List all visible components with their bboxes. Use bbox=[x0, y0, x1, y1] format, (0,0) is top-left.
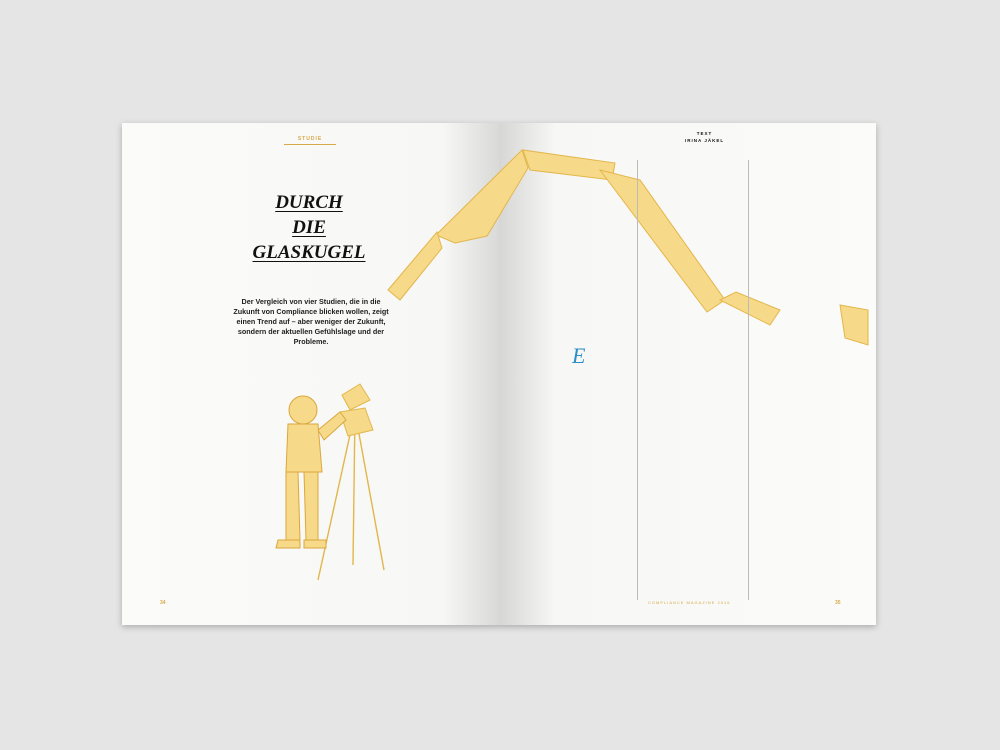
page-number-right: 35 bbox=[835, 600, 841, 606]
column-rule bbox=[637, 160, 638, 600]
title-line-3: GLASKUGEL bbox=[252, 242, 366, 263]
page-footer: COMPLIANCE MAGAZINE 2016 bbox=[648, 600, 731, 605]
author-byline bbox=[685, 130, 724, 144]
title-line-2: DIE bbox=[292, 217, 326, 238]
author-name: IRINA JÄKEL bbox=[685, 138, 725, 143]
article-title bbox=[236, 190, 382, 265]
column-rule bbox=[748, 160, 749, 600]
title-line-1: DURCH bbox=[275, 192, 343, 213]
page-number-left: 34 bbox=[160, 600, 166, 606]
author-label: TEXT bbox=[696, 131, 713, 136]
section-tag: STUDIE bbox=[284, 136, 336, 145]
right-page bbox=[499, 123, 876, 625]
lead-paragraph: Der Vergleich von vier Studien, die in die Zukunft von Compliance blicken wollen, zeigt einen Trend auf – aber weniger der Zukunft, sondern der aktuellen Gefühlslage und der Probleme. bbox=[233, 297, 389, 346]
dropcap: E bbox=[572, 343, 586, 368]
